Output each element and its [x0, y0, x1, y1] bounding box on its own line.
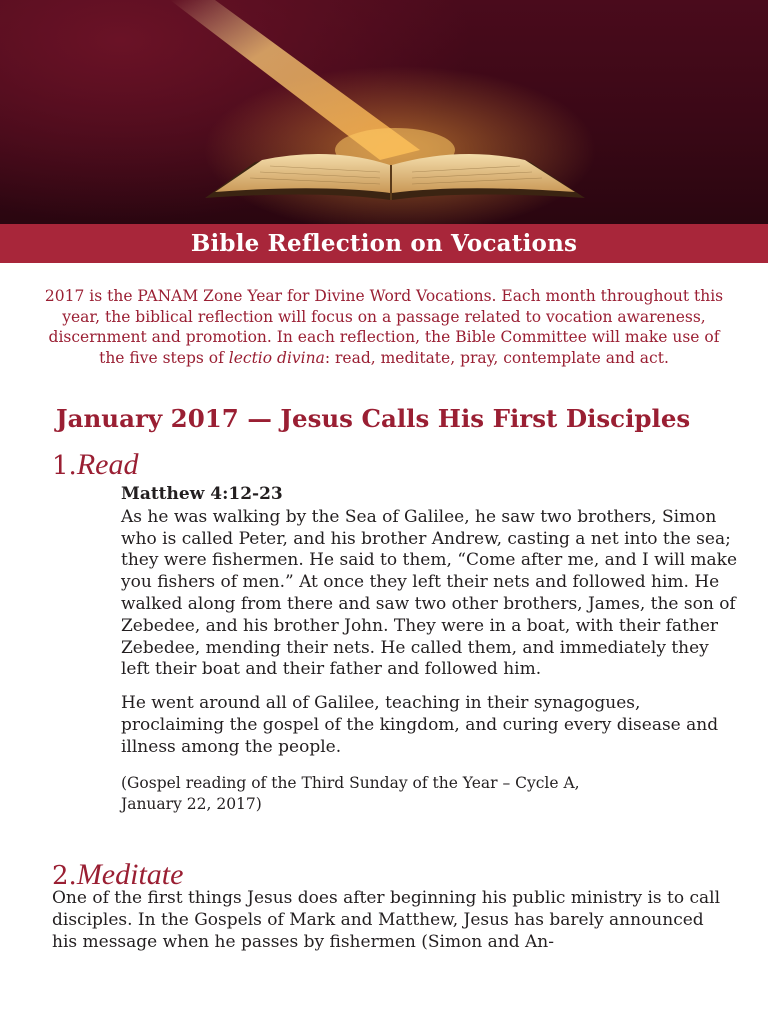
step-name: Read [76, 448, 139, 481]
meditate-paragraph: One of the first things Jesus does after beginning his public ministry is to call disciples. In the Gospels of Mark and Matthew, Jesus has barely announced his message when he passes by fishermen (Simon and An- [52, 888, 721, 952]
scripture-paragraph: As he was walking by the Sea of Galilee, he saw two brothers, Simon who is called Peter, and his brother Andrew, casting a net into the sea; they were fishermen. He said to them, “Come after me, and I will make you fishers of men.” At once they left their nets and followed him. He walked along from there and saw two other brothers, James, the son of Zebedee, and his brother John. They were in a boat, with their father Zebedee, mending their nets. He called them, and immediately they left their boat and their father and followed him. [121, 506, 738, 680]
step-name: Meditate [76, 858, 184, 891]
scripture-reading [121, 484, 741, 815]
scripture-paragraph: He went around all of Galilee, teaching in their synagogues, proclaiming the gospel of the kingdom, and curing every disease and illness among the people. [121, 693, 719, 757]
open-bible-icon [0, 0, 768, 224]
header-image [0, 0, 768, 224]
intro-text-end: : read, meditate, pray, contemplate and act. [324, 348, 669, 367]
intro-paragraph [40, 286, 728, 368]
month-title: January 2017 — Jesus Calls His First Disciples [56, 404, 691, 433]
intro-text: 2017 is the PANAM Zone Year for Divine Word Vocations. Each month throughout this year, the biblical reflection will focus on a passage related to vocation awareness, discernment and promotion. In each reflection, the Bible Committee will make use of the five steps of [44, 287, 724, 367]
step-read-heading [52, 450, 138, 481]
title-banner [0, 224, 768, 263]
page-title: Bible Reflection on Vocations [190, 230, 578, 257]
step-number: 1. [52, 451, 77, 481]
intro-emphasis: lectio divina [228, 348, 325, 367]
step-number: 2. [52, 861, 77, 891]
gospel-citation: (Gospel reading of the Third Sunday of the Year – Cycle A, January 22, 2017) [121, 773, 580, 813]
scripture-reference: Matthew 4:12-23 [121, 484, 283, 504]
step-meditate-heading [52, 860, 183, 891]
